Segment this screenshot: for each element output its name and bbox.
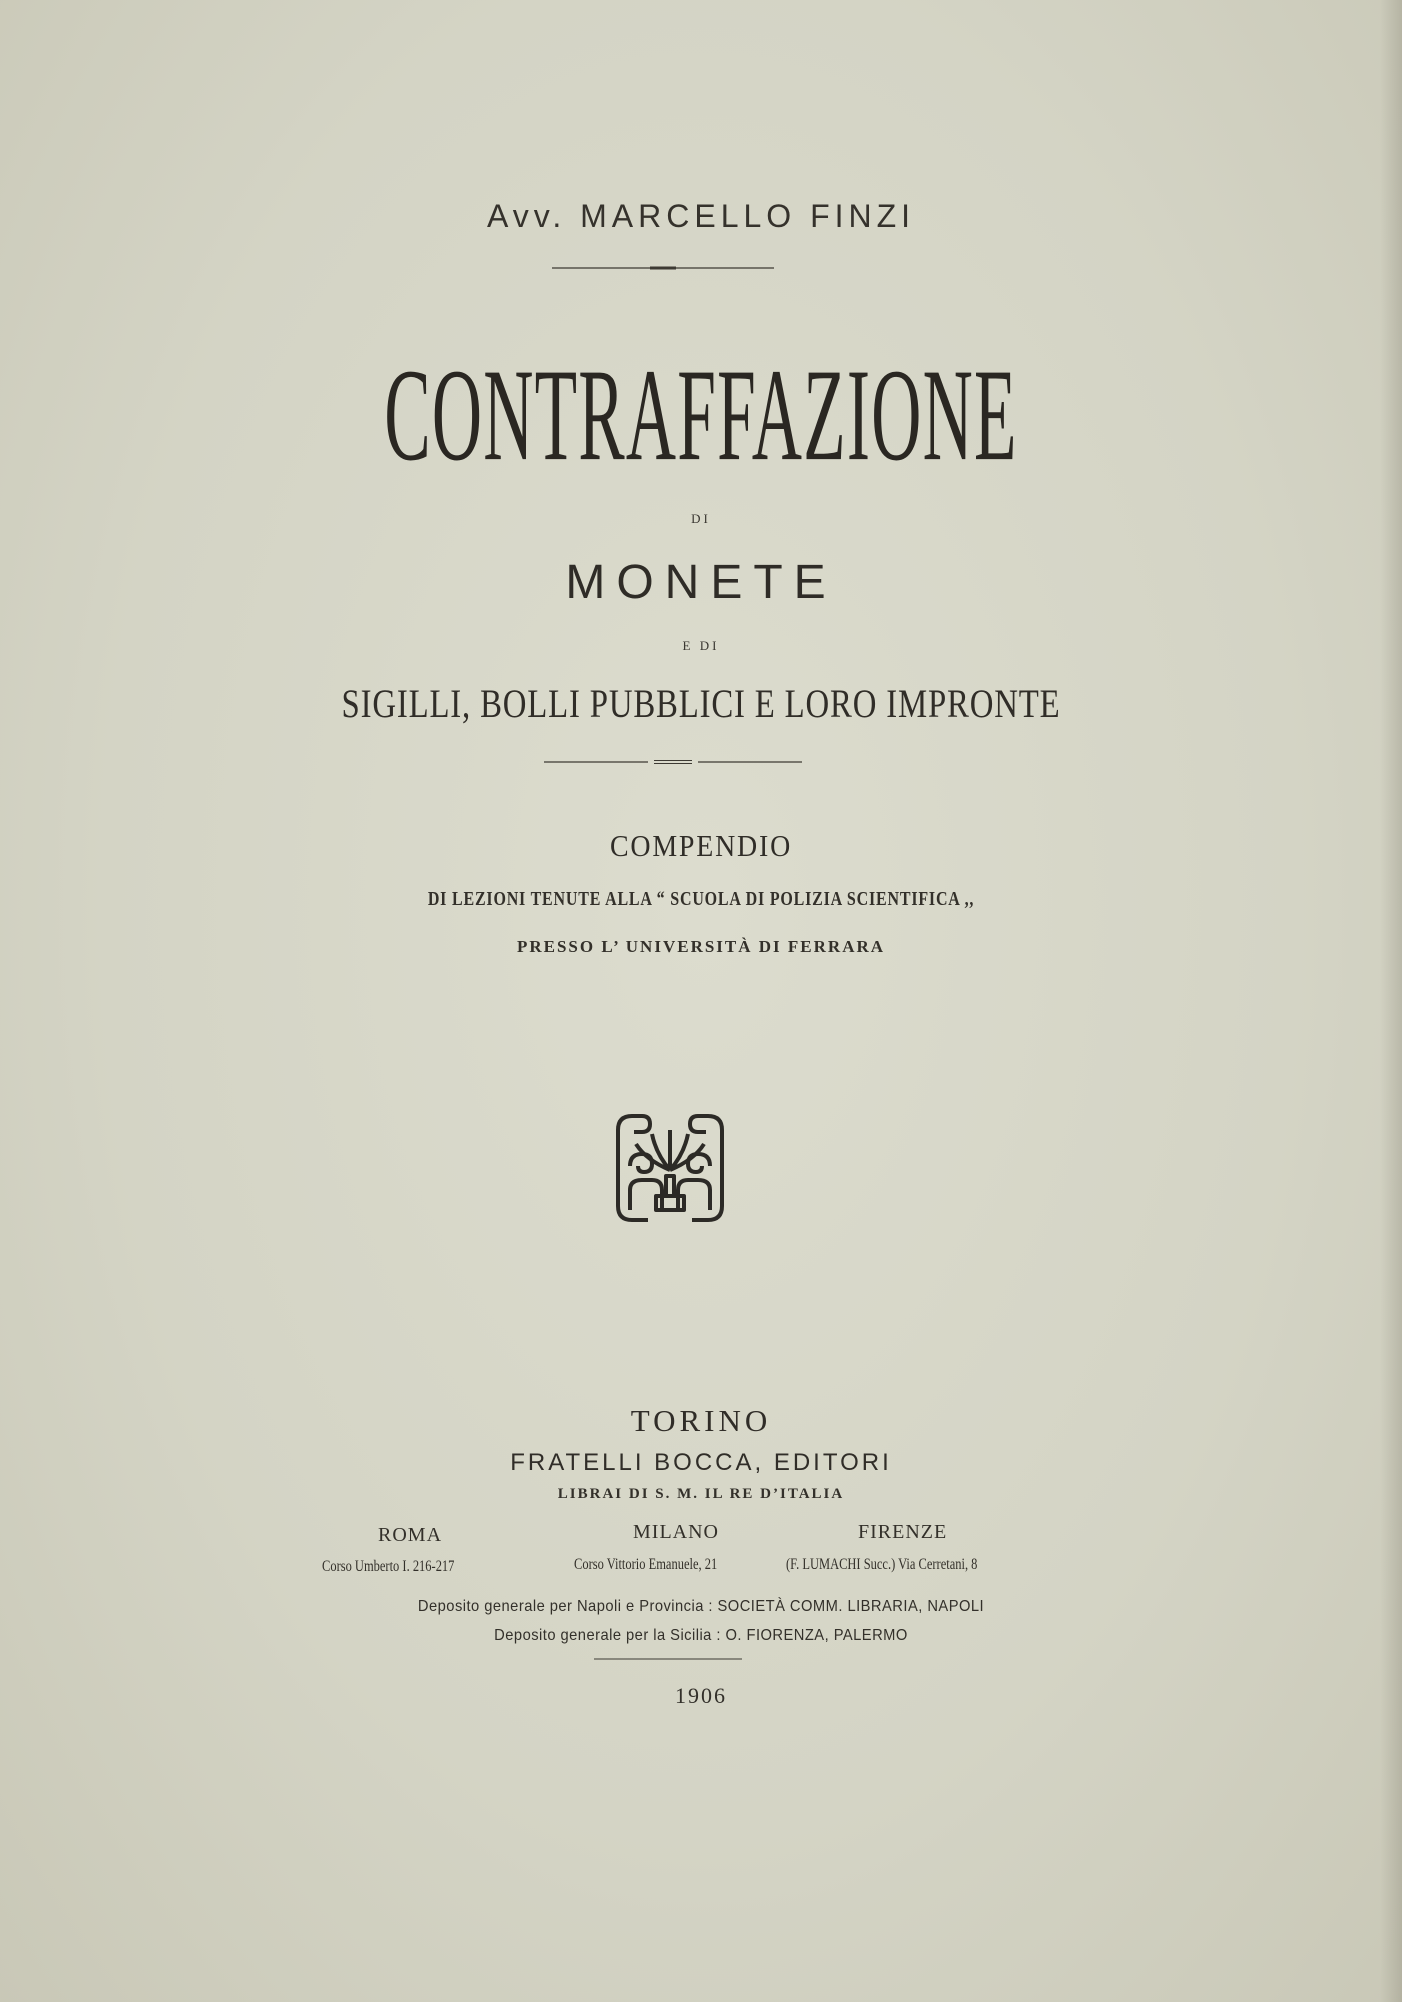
branch-address-firenze: (F. LUMACHI Succ.) Via Cerretani, 8: [786, 1556, 978, 1573]
divider-rule-bottom: [594, 1656, 742, 1662]
deposito-napoli: Deposito generale per Napoli e Provincia : SOCIETÀ COMM. LIBRARIA, NAPOLI: [417, 1598, 985, 1615]
deposito-sicilia: Deposito generale per la Sicilia : O. FIORENZA, PALERMO: [494, 1627, 908, 1644]
imprint-publisher: FRATELLI BOCCA, EDITORI: [510, 1449, 892, 1476]
connector-e-di: E DI: [682, 638, 720, 653]
lezioni-line: DI LEZIONI TENUTE ALLA “ SCUOLA DI POLIZIA SCIENTIFICA ,,: [427, 888, 975, 910]
presso-line: PRESSO L’ UNIVERSITÀ DI FERRARA: [516, 937, 886, 956]
divider-rule-middle: [544, 758, 802, 766]
branch-address-roma: Corso Umberto I. 216-217: [322, 1558, 455, 1575]
author-line: Avv. MARCELLO FINZI: [486, 198, 916, 234]
branch-city-roma: ROMA: [378, 1524, 443, 1546]
branch-city-milano: MILANO: [633, 1521, 719, 1543]
main-title: CONTRAFFAZIONE: [384, 342, 1018, 489]
connector-di: DI: [691, 511, 711, 526]
compendio-heading: COMPENDIO: [609, 828, 793, 863]
subject-sigilli: SIGILLI, BOLLI PUBBLICI E LORO IMPRONTE: [341, 681, 1061, 726]
printer-ornament-icon: [612, 1110, 728, 1226]
subject-monete: MONETE: [565, 556, 837, 609]
imprint-place: TORINO: [630, 1403, 772, 1438]
branch-address-milano: Corso Vittorio Emanuele, 21: [574, 1556, 718, 1573]
imprint-librai: LIBRAI DI S. M. IL RE D’ITALIA: [557, 1486, 845, 1502]
branch-city-firenze: FIRENZE: [858, 1521, 948, 1543]
publication-year: 1906: [675, 1683, 727, 1708]
divider-rule-top: [552, 264, 774, 272]
